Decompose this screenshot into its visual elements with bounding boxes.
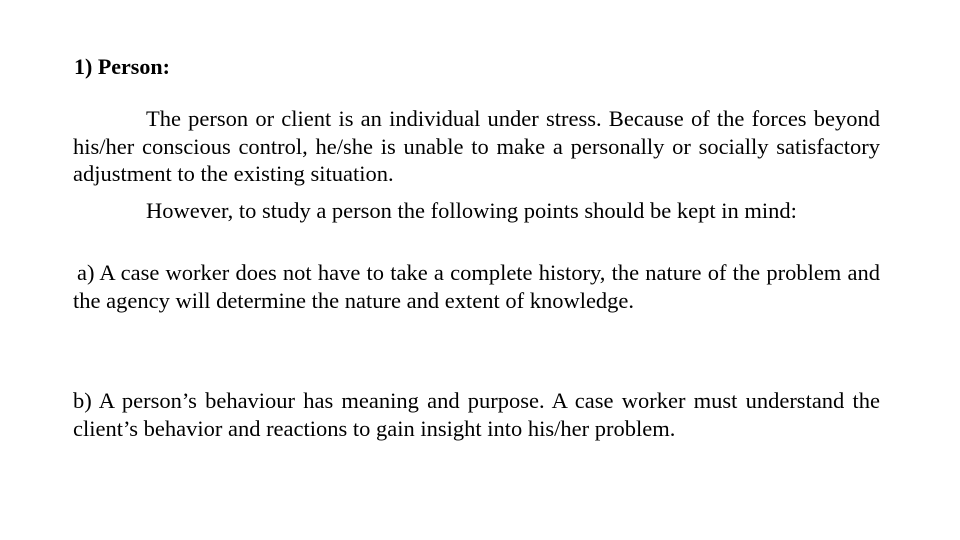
paragraph-person-definition: The person or client is an individual under stress. Because of the forces beyond his/her conscious control, he/she is unable to make a personally or socially satisfactory adjustment to the existing situation. <box>73 106 880 186</box>
point-b: b) A person’s behaviour has meaning and purpose. A case worker must understand the client’s behavior and reactions to gain insight into his/her problem. <box>73 388 880 441</box>
section-heading: 1) Person: <box>74 54 170 79</box>
paragraph-study-intro: However, to study a person the following points should be kept in mind: <box>146 198 797 223</box>
point-a: a) A case worker does not have to take a complete history, the nature of the problem and the agency will determine the nature and extent of knowledge. <box>73 260 880 313</box>
